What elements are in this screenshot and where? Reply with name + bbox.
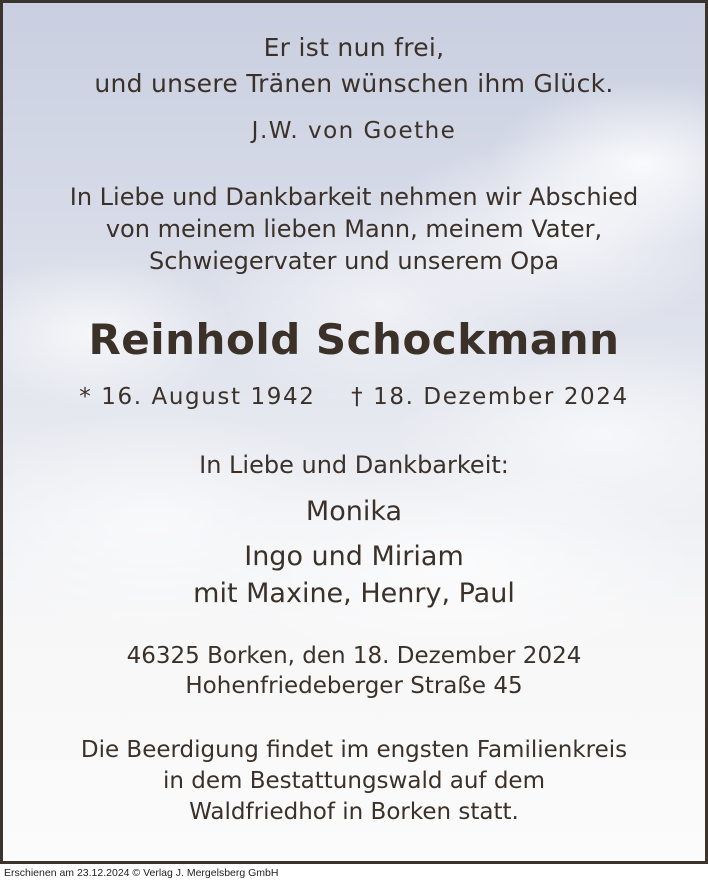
funeral-line-2: in dem Bestattungswald auf dem [163,768,545,794]
quote-author: J.W. von Goethe [251,118,457,144]
funeral-line-3: Waldfriedhof in Borken statt. [189,799,519,825]
quote-line-1: Er ist nun frei, [263,33,445,62]
intro-line-3: Schwiegervater und unserem Opa [148,247,560,275]
mourners-heading: In Liebe und Dankbarkeit: [199,451,509,479]
intro-line-1: In Liebe und Dankbarkeit nehmen wir Abschied [69,183,639,211]
deceased-dates: * 16. August 1942 † 18. Dezember 2024 [79,384,629,410]
intro-line-2: von meinem lieben Mann, meinem Vater, [105,215,603,243]
deceased-name: Reinhold Schockmann [88,315,620,364]
publication-footer [0,864,708,882]
publication-note: Erschienen am 23.12.2024 © Verlag J. Mergelsberg GmbH [4,867,279,879]
mourner-line-2: Ingo und Miriam [244,541,464,572]
mourner-line-3: mit Maxine, Henry, Paul [193,578,515,609]
address-line-1: 46325 Borken, den 18. Dezember 2024 [126,643,582,669]
quote-line-2: und unsere Tränen wünschen ihm Glück. [94,69,614,98]
funeral-line-1: Die Beerdigung findet im engsten Familienkreis [80,737,628,763]
address-line-2: Hohenfriedeberger Straße 45 [185,673,523,699]
mourner-line-1: Monika [305,496,403,527]
